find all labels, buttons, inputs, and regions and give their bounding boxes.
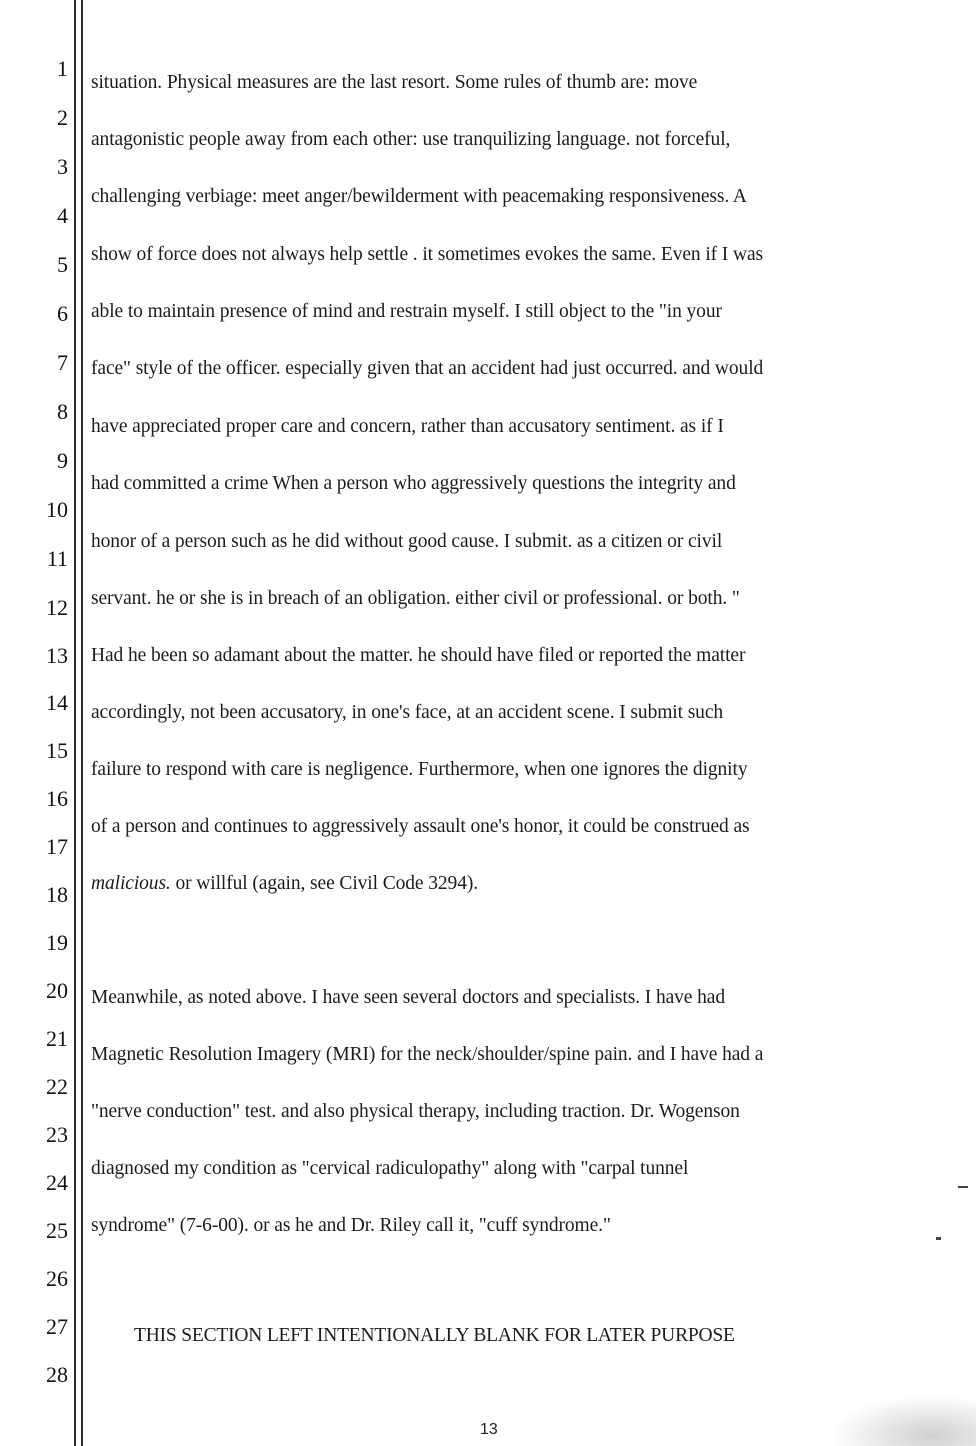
body-text-line: Had he been so adamant about the matter. he should have filed or reported the matter	[91, 645, 746, 666]
line-number: 22	[46, 1074, 68, 1099]
body-text-line: accordingly, not been accusatory, in one's face, at an accident scene. I submit such	[91, 702, 724, 723]
body-text-line: syndrome" (7-6-00). or as he and Dr. Riley call it, "cuff syndrome."	[91, 1215, 611, 1236]
line-number: 2	[57, 105, 68, 130]
copier-speck	[958, 1186, 968, 1188]
body-text-line: antagonistic people away from each other: use tranquilizing language. not forceful,	[91, 129, 731, 150]
line-number: 27	[46, 1314, 68, 1339]
body-text-line: honor of a person such as he did without good cause. I submit. as a citizen or civil	[91, 531, 723, 552]
line-number: 1	[57, 56, 68, 81]
body-text-line: challenging verbiage: meet anger/bewilderment with peacemaking responsiveness. A	[91, 186, 747, 207]
line-number: 23	[46, 1122, 68, 1147]
line-number: 8	[57, 399, 68, 424]
copier-speck	[936, 1237, 941, 1240]
page-number: 13	[480, 1421, 498, 1438]
line-number: 14	[46, 690, 68, 715]
line-number: 16	[46, 786, 68, 811]
margin-rule-inner	[81, 0, 83, 1446]
line-18-rest: or willful (again, see Civil Code 3294).	[170, 873, 479, 894]
body-text-line: face" style of the officer. especially given that an accident had just occurred. and would	[91, 358, 764, 379]
line-number: 21	[46, 1026, 68, 1051]
body-text-line: of a person and continues to aggressively assault one's honor, it could be construed as	[91, 816, 750, 837]
line-number: 26	[46, 1266, 68, 1291]
body-text-line: Magnetic Resolution Imagery (MRI) for the neck/shoulder/spine pain. and I have had a	[91, 1044, 764, 1065]
line-number: 18	[46, 882, 68, 907]
body-text-line: servant. he or she is in breach of an obligation. either civil or professional. or both. "	[91, 588, 740, 609]
line-number: 28	[46, 1362, 68, 1387]
line-number: 3	[57, 154, 68, 179]
line-number: 19	[46, 930, 68, 955]
body-text-line: able to maintain presence of mind and restrain myself. I still object to the "in your	[91, 301, 722, 322]
line-number: 17	[46, 834, 68, 859]
line-number: 9	[57, 448, 68, 473]
body-text-line: failure to respond with care is negligence. Furthermore, when one ignores the dignity	[91, 759, 748, 780]
line-number: 5	[57, 252, 68, 277]
line-number: 20	[46, 978, 68, 1003]
blank-section-notice: THIS SECTION LEFT INTENTIONALLY BLANK FOR LATER PURPOSE	[134, 1325, 735, 1346]
body-text-line: Meanwhile, as noted above. I have seen several doctors and specialists. I have had	[91, 987, 725, 1008]
copier-smudge	[830, 1395, 976, 1446]
line-number-column	[0, 0, 72, 1446]
line-number: 15	[46, 738, 68, 763]
body-text-line: diagnosed my condition as "cervical radiculopathy" along with "carpal tunnel	[91, 1158, 689, 1179]
body-text-line-18	[91, 873, 478, 895]
line-number: 6	[57, 301, 68, 326]
body-text-line: had committed a crime When a person who aggressively questions the integrity and	[91, 473, 736, 494]
margin-rule-outer	[74, 0, 76, 1446]
line-number: 13	[46, 643, 68, 668]
italic-term: malicious.	[91, 873, 171, 894]
pleading-body	[91, 0, 961, 1446]
line-number: 11	[46, 546, 68, 571]
body-text-line: situation. Physical measures are the last resort. Some rules of thumb are: move	[91, 72, 698, 93]
line-number: 25	[46, 1218, 68, 1243]
line-number: 10	[46, 497, 68, 522]
body-text-line: show of force does not always help settle . it sometimes evokes the same. Even if I was	[91, 244, 764, 265]
line-number: 7	[57, 350, 68, 375]
line-number: 12	[46, 595, 68, 620]
body-text-line: have appreciated proper care and concern, rather than accusatory sentiment. as if I	[91, 416, 724, 437]
line-number: 4	[57, 203, 68, 228]
body-text-line: "nerve conduction" test. and also physical therapy, including traction. Dr. Wogenson	[91, 1101, 740, 1122]
line-number: 24	[46, 1170, 68, 1195]
